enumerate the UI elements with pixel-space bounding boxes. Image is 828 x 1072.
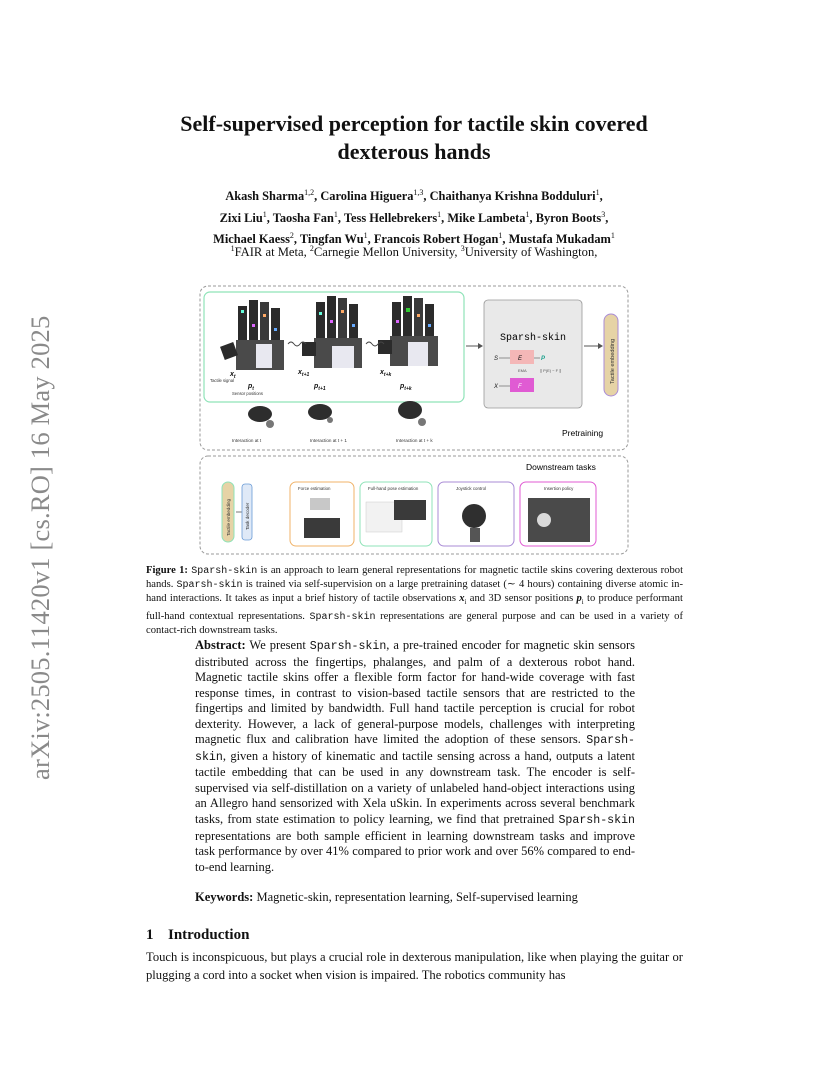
section-heading xyxy=(146,927,249,944)
encoder-f-block xyxy=(510,378,534,392)
affil-name: FAIR at Meta, xyxy=(234,245,310,260)
arxiv-identifier: arXiv:2505.11420v1 [cs.RO] 16 May 2025 xyxy=(25,315,55,780)
author-list: Akash Sharma$^{1,2}$, Carolina Higuera$^{1,3}$, Chaithanya Krishna Bodduluri$^1$, Zixi Liu$^1$, Taosha Fan$^1$, Tess Hellebrekers$^1$, Mike Lambeta$^1$, Byron Boots$^3$, Michael Kaess$^2$, Tingfan Wu$^1$, Francois Robert Hogan$^1$, Mustafa Mukadam$^1$ xyxy=(213,188,615,247)
caption-text: representations are general purpose and can be used in a variety of contact-rich downstream tasks. xyxy=(146,610,683,636)
abstract-text: , given a history of kinematic and tactile sensing across a hand, outputs a latent tactile embedding that can be used in any downstream task. The encoder is self-supervised via self-distillation on a variety of unlabeled hand-object interactions using an Allegro hand sensorized with Xela uSkin. In experiments across several benchmark tasks, from state estimation to policy learning, we find that pretrained xyxy=(195,748,635,827)
tactile-signal-label: Tactile signal xyxy=(210,378,234,383)
insertion-photo xyxy=(528,498,590,542)
abstract xyxy=(195,638,635,875)
caption-text: to produce performant full-hand contextual representations. xyxy=(146,593,683,622)
author-affil: 1 xyxy=(437,209,442,219)
abstract-text: , a pre-trained encoder for magnetic skin sensors distributed across the fingertips, phalanges, and palm of a dexterous robot hand. Magnetic tactile skins offer a flexible form factor for hand-wide coverage with fast response times, in contrast to vision-based tactile sensors that are restricted to the fingertips and limited by bandwidth. Full hand tactile perception is crucial for robot dexterity. However, a lack of general-purpose models, challenges with interpreting magnetic flux and calibration have limited the adoption of these sensors. xyxy=(195,638,635,747)
intro-paragraph: Touch is inconspicuous, but plays a crucial role in dexterous manipulation, like when playing the guitar or plugging a cord into a socket when vision is impaired. The robotics community has xyxy=(146,950,683,982)
method-name: Sparsh-skin xyxy=(558,814,635,828)
author-name: Mike Lambeta xyxy=(447,210,526,225)
method-name: Sparsh-skin xyxy=(195,734,635,764)
pretraining-label: Pretraining xyxy=(562,428,604,438)
tactile-x-label: $x_{t+1}$ xyxy=(298,369,310,378)
caption-text: is trained via self-supervision on a large pretraining dataset (∼ 4 hours) containing diverse atomic in-hand interactions. It takes as input a brief history of tactile observations xyxy=(146,579,683,605)
caption-label: Figure 1: xyxy=(146,565,188,576)
encoder-title: Sparsh-skin xyxy=(499,333,567,344)
author-name: Michael Kaess xyxy=(213,232,290,247)
abstract-text: We present xyxy=(245,638,310,652)
interaction-photo-1 xyxy=(248,406,274,428)
task-panel-label: Joystick control xyxy=(456,486,487,491)
position-p-label: $p_{t+k}$ xyxy=(400,383,412,392)
encoder-p-label: P xyxy=(541,356,546,362)
author-name: Tess Hellebrekers xyxy=(343,210,438,225)
author-name: Taosha Fan xyxy=(272,210,334,225)
encoder-s-label: S xyxy=(494,356,499,362)
author-affil: 1 xyxy=(333,209,338,219)
title-line-1: Self-supervised perception for tactile skin covered xyxy=(180,111,648,136)
author-affil: 3 xyxy=(601,209,606,219)
tactile-x-label: $x_t$ xyxy=(230,371,236,380)
author-name: Mustafa Mukadam xyxy=(508,232,611,247)
author-affil: 1,3 xyxy=(413,188,424,197)
author-affil: 2 xyxy=(289,231,294,241)
sensor-positions-label: Sensor positions xyxy=(232,391,263,396)
author-name: Francois Robert Hogan xyxy=(373,232,499,247)
figure-1 xyxy=(198,284,630,556)
method-name: Sparsh-skin xyxy=(309,640,387,653)
author-affil: 1 xyxy=(498,231,503,241)
caption-text: and 3D sensor positions xyxy=(466,593,577,605)
pose-estimation-photo xyxy=(366,500,426,532)
author-name: Zixi Liu xyxy=(219,210,263,225)
math-sub: i xyxy=(464,598,467,607)
keywords xyxy=(195,890,635,905)
task-panel-label: Full-hand pose estimation xyxy=(368,486,419,491)
math-sub: i xyxy=(581,598,584,607)
abstract-text: representations are both sample efficient in learning downstream tasks and improve task performance by over 41% compared to prior work and over 56% compared to end-to-end learning. xyxy=(195,828,635,874)
affil-name: University of Washington, xyxy=(464,245,598,260)
keywords-label: Keywords: xyxy=(195,890,254,904)
task-decoder-label: Task decoder xyxy=(245,502,250,530)
tactile-x-label: $x_{t+k}$ xyxy=(380,369,392,378)
interaction-label: Interaction at t + k xyxy=(396,438,433,443)
encoder-f-label: F xyxy=(518,384,522,390)
affiliations xyxy=(120,244,708,260)
author-affil: 1 xyxy=(363,231,368,241)
arrowhead-icon xyxy=(478,343,483,349)
position-p-label: $p_t$ xyxy=(248,383,254,392)
hand-sensor-grid-1 xyxy=(220,300,284,370)
author-affil: 1 xyxy=(525,209,530,219)
ema-label: EMA xyxy=(518,368,527,373)
author-name: Chaithanya Krishna Bodduluri xyxy=(429,189,596,204)
method-name: Sparsh-skin xyxy=(309,611,376,623)
paper-title xyxy=(100,110,728,166)
section-number: 1 xyxy=(146,927,154,943)
task-panel-label: Insertion policy xyxy=(544,486,574,491)
tactile-embedding-label: Tactile embedding xyxy=(610,338,616,384)
interaction-label: Interaction at t + 1 xyxy=(310,438,347,443)
math-p: p xyxy=(576,593,582,605)
affil-name: Carnegie Mellon University, xyxy=(313,245,461,260)
encoder-e-label: E xyxy=(518,356,523,362)
caption-text: is an approach to learn general representations for magnetic tactile skins covering dexterous robot hands. xyxy=(146,565,684,591)
author-affil: 1 xyxy=(610,231,615,241)
force-estimation-photo xyxy=(304,498,340,538)
keywords-text: Magnetic-skin, representation learning, Self-supervised learning xyxy=(253,890,578,904)
affil-number: 3 xyxy=(460,244,465,253)
figure-caption xyxy=(146,564,683,637)
loss-label: ∥ P(E) − F ∥ xyxy=(540,368,562,373)
interaction-photo-3 xyxy=(398,401,426,426)
hand-sensor-grid-2 xyxy=(302,296,362,368)
title-line-2: dexterous hands xyxy=(337,139,491,164)
method-name: Sparsh-skin xyxy=(176,580,243,592)
interaction-photo-2 xyxy=(308,404,333,423)
downstream-embedding-label: Tactile embedding xyxy=(226,498,231,536)
author-affil: 1 xyxy=(262,209,267,219)
joystick-photo xyxy=(462,504,486,542)
arrowhead-icon xyxy=(598,343,603,349)
encoder-x-label: X xyxy=(494,384,499,390)
author-name: Akash Sharma xyxy=(225,189,305,204)
interaction-label: Interaction at t xyxy=(232,438,262,443)
author-name: Tingfan Wu xyxy=(299,232,364,247)
downstream-label: Downstream tasks xyxy=(526,462,596,472)
section-title: Introduction xyxy=(168,927,250,943)
method-name: Sparsh-skin xyxy=(191,566,258,577)
affil-number: 2 xyxy=(309,244,314,253)
author-affil: 1,2 xyxy=(304,188,315,197)
hand-sensor-grid-3 xyxy=(378,296,438,366)
author-name: Carolina Higuera xyxy=(320,189,414,204)
position-p-label: $p_{t+1}$ xyxy=(314,383,326,392)
author-affil: 1 xyxy=(595,188,600,197)
affil-number: 1 xyxy=(230,244,235,253)
author-name: Byron Boots xyxy=(535,210,602,225)
abstract-label: Abstract: xyxy=(195,638,246,652)
math-x: x xyxy=(459,593,465,605)
task-panel-label: Force estimation xyxy=(298,486,331,491)
